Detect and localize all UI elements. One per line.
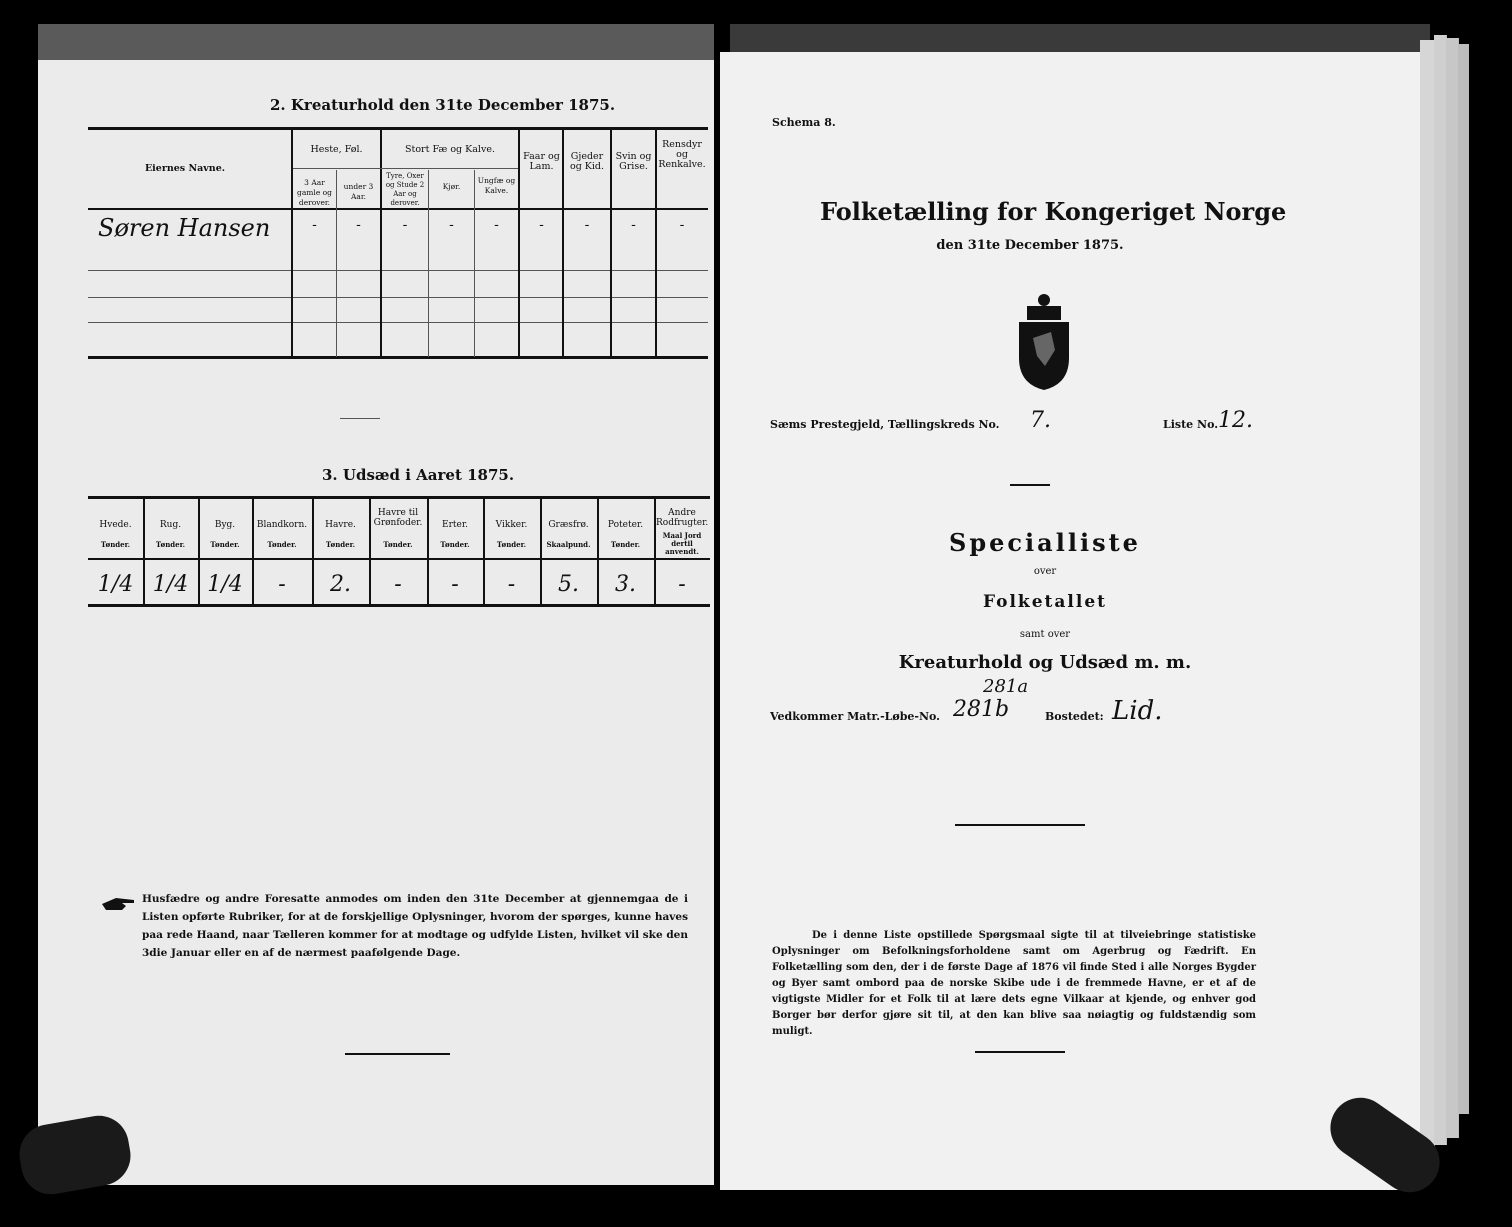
owner-col-header: Eiernes Navne. <box>144 163 226 174</box>
samt-over-text: samt over <box>1019 629 1071 640</box>
divider <box>975 1051 1065 1053</box>
finger-shadow <box>15 1111 135 1199</box>
heste-sub-1: 3 Aar gamle og derover. <box>297 178 332 207</box>
specialliste-title: Specialliste <box>949 528 1141 557</box>
animal-value: - <box>402 217 408 233</box>
animal-value: - <box>679 217 685 233</box>
crop-unit: Tønder. <box>325 540 356 549</box>
divider <box>955 824 1085 826</box>
stort-header: Stort Fæ og Kalve. <box>405 144 495 155</box>
owner-name: Søren Hansen <box>98 214 271 242</box>
crop-value: 1/4 <box>152 572 189 597</box>
crop-value: 5. <box>558 572 579 597</box>
crop-unit: Tønder. <box>610 540 641 549</box>
coat-of-arms-icon <box>1015 292 1073 392</box>
crop-unit: Tønder. <box>155 540 186 549</box>
schema-label: Schema 8. <box>772 116 836 129</box>
table-col-rule <box>380 129 382 357</box>
crop-value: 1/4 <box>207 572 243 597</box>
crop-header: Byg. <box>214 520 236 530</box>
crop-unit: Tønder. <box>100 540 131 549</box>
kreds-no: 7. <box>1030 408 1051 433</box>
matr-label: Vedkommer Matr.-Løbe-No. <box>770 710 940 723</box>
bosted-label: Bostedet: <box>1045 710 1104 723</box>
crop-value: 3. <box>615 572 636 597</box>
crop-unit: Tønder. <box>383 540 413 549</box>
animal-value: - <box>312 217 317 233</box>
divider <box>340 418 380 419</box>
animal-value: - <box>631 217 636 233</box>
table-col-rule <box>428 170 429 357</box>
matr-no-above: 281a <box>983 676 1029 697</box>
stort-sub-3: Ungfæ og Kalve. <box>477 176 516 195</box>
crop-header: Havre til Grønfoder. <box>373 508 423 528</box>
crop-unit: Tønder. <box>210 540 240 549</box>
crop-header: Rug. <box>159 520 182 530</box>
svin-header: Svin og Grise. <box>615 151 652 172</box>
main-title: Folketælling for Kongeriget Norge <box>820 197 1287 226</box>
page-top-shadow <box>38 24 714 64</box>
notice-text: Husfædre og andre Foresatte anmodes om inden den 31te December at gjennemgaa de i Listen opførte Rubriker, for at de forskjellige Oplysninger, hvorom der spørges, kunne haves paa rede Haand, naar Tælleren kommer for at modtage og udfylde Listen, hvilket vil ske den 3die Januar eller en af de nærmest paafølgende Dage. <box>142 893 688 959</box>
table-col-rule <box>291 129 293 357</box>
crop-header: Græsfrø. <box>548 520 589 530</box>
table-rule <box>88 604 710 607</box>
section3-title: 3. Udsæd i Aaret 1875. <box>322 466 515 484</box>
table-rule <box>88 496 710 499</box>
table-col-rule <box>518 129 520 357</box>
gjeder-header: Gjeder og Kid. <box>569 151 605 172</box>
crop-unit: Maal Jord dertil anvendt. <box>662 531 702 556</box>
crop-header: Hvede. <box>99 520 132 530</box>
divider <box>345 1053 450 1055</box>
crop-header: Poteter. <box>607 520 644 530</box>
table-rule <box>88 322 708 323</box>
crop-header: Vikker. <box>495 520 528 530</box>
animal-value: - <box>356 217 361 233</box>
crop-unit: Tønder. <box>267 540 297 549</box>
section2-title: 2. Kreaturhold den 31te December 1875. <box>270 96 616 114</box>
crop-unit: Tønder. <box>440 540 470 549</box>
rensdyr-header: Rensdyr og Renkalve. <box>658 139 706 170</box>
divider <box>1010 484 1050 486</box>
crop-value: - <box>394 572 402 597</box>
crop-header: Andre Rodfrugter. <box>656 508 709 528</box>
crop-header: Blandkorn. <box>256 520 308 530</box>
bosted-value: Lid. <box>1112 696 1163 726</box>
table-col-rule <box>474 170 475 357</box>
liste-no: 12. <box>1218 408 1253 433</box>
prestegjeld-label: Sæms Prestegjeld, Tællingskreds No. <box>770 418 1000 431</box>
animal-value: - <box>539 217 544 233</box>
main-subtitle: den 31te December 1875. <box>936 238 1124 253</box>
over-text: over <box>1033 566 1057 577</box>
animal-value: - <box>584 217 590 233</box>
crop-value: - <box>278 572 286 597</box>
info-text: De i denne Liste opstillede Spørgsmaal sigte til at tilveiebringe statistiske Oplysninger om Befolkningsforholdene samt om Agerbrug og Fædrift. En Folketælling som den, der i de første Dage af 1876 vil finde Sted i alle Norges Bygder og Byer samt ombord paa de norske Skibe ude i de fremmede Havne, er et af de vigtigste Midler for et Folk til at lære dets egne Vilkaar at kjende, og enhver god Borger bør derfor gjøre sit til, at den kan blive saa nøiagtig og fuldstændig som muligt. <box>772 930 1256 1037</box>
crop-value: - <box>451 572 459 597</box>
heste-header: Heste, Føl. <box>310 144 363 155</box>
folketallet-text: Folketallet <box>983 592 1107 612</box>
matr-no: 281b <box>953 697 1010 722</box>
kreaturhold-text: Kreaturhold og Udsæd m. m. <box>898 652 1192 673</box>
table-rule <box>88 297 708 298</box>
table-rule <box>88 270 708 271</box>
crop-header: Erter. <box>442 520 468 530</box>
page-edge <box>1420 40 1435 1160</box>
crop-value: 2. <box>330 572 351 597</box>
crop-unit: Skaalpund. <box>546 540 591 549</box>
crop-header: Havre. <box>325 520 356 530</box>
animal-value: - <box>449 217 454 233</box>
table-rule <box>293 168 518 169</box>
heste-sub-2: under 3 Aar. <box>343 182 374 201</box>
crop-value: - <box>678 572 686 597</box>
animal-value: - <box>494 217 499 233</box>
crop-value: 1/4 <box>97 572 134 597</box>
table-rule <box>88 208 708 210</box>
stort-sub-2: Kjør. <box>442 182 461 191</box>
faar-header: Faar og Lam. <box>523 151 560 172</box>
stort-sub-1: Tyre, Oxer og Stude 2 Aar og derover. <box>385 172 425 207</box>
pointing-hand-icon <box>100 896 136 912</box>
table-rule <box>88 356 708 359</box>
page-edge <box>1458 44 1469 1114</box>
table-rule <box>88 127 708 130</box>
table-rule <box>88 558 710 560</box>
liste-label: Liste No. <box>1163 418 1219 431</box>
crop-unit: Tønder. <box>496 540 527 549</box>
crop-value: - <box>507 572 516 597</box>
